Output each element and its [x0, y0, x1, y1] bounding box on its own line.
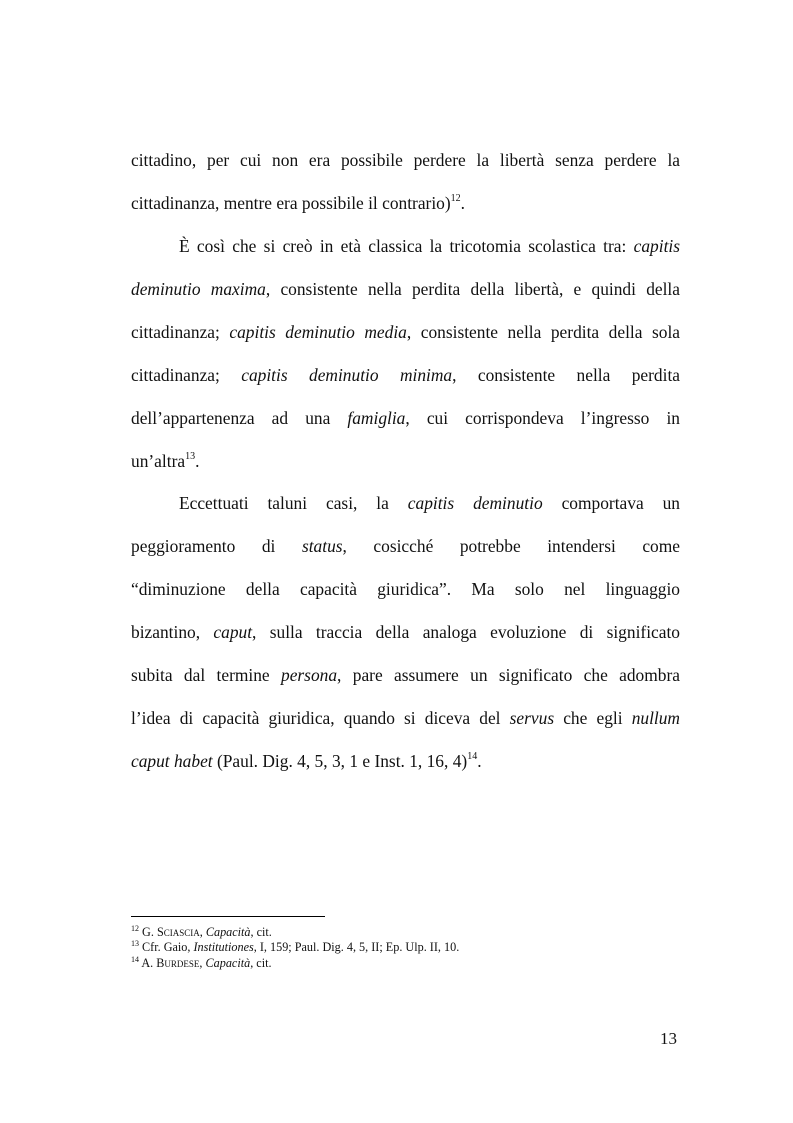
footnote-ref[interactable]: 12 — [450, 193, 461, 205]
body-line — [131, 148, 680, 172]
body-line — [131, 663, 680, 687]
italic-term: deminutio maxima — [131, 279, 266, 299]
text-run: cittadino, per cui non era possibile perdere la libertà senza perdere la — [131, 150, 680, 170]
body-line — [131, 191, 680, 215]
text-run: , consistente nella perdita della sola — [406, 322, 681, 342]
footnote-12 — [131, 925, 272, 940]
body-line — [131, 363, 680, 387]
author-name: Sciascia — [156, 925, 200, 939]
text-run: , consistente nella perdita — [452, 365, 681, 385]
text-run: subita dal termine — [131, 665, 281, 685]
body-line — [131, 277, 680, 301]
body-line — [179, 491, 680, 515]
text-run: , — [199, 956, 206, 970]
footnote-number: 14 — [131, 954, 139, 964]
italic-term: caput habet — [131, 751, 213, 771]
italic-term: persona — [281, 665, 338, 685]
text-run: comportava un — [542, 493, 680, 513]
footnote-number: 13 — [131, 938, 139, 948]
italic-term: capitis — [633, 236, 680, 256]
text-run: che egli — [554, 708, 632, 728]
footnote-number: 12 — [131, 923, 139, 933]
author-name: Burdese — [156, 956, 200, 970]
italic-term: capitis deminutio minima — [241, 365, 453, 385]
body-line — [131, 577, 680, 601]
italic-term: servus — [509, 708, 555, 728]
italic-term: Institutiones — [193, 940, 254, 954]
italic-term: capitis deminutio — [407, 493, 543, 513]
italic-term: status — [301, 536, 343, 556]
text-run: un’altra — [131, 451, 186, 471]
text-run: È così che si creò in età classica la tricotomia scolastica tra: — [179, 236, 634, 256]
italic-term: Capacità — [205, 925, 251, 939]
body-line — [131, 406, 680, 430]
italic-term: capitis deminutio media — [229, 322, 407, 342]
footnote-ref[interactable]: 14 — [467, 751, 478, 763]
text-run: , cosicché potrebbe intendersi come — [342, 536, 680, 556]
body-line — [131, 706, 680, 730]
text-run: . — [195, 451, 200, 471]
text-run: bizantino, — [131, 622, 214, 642]
text-run: , cit. — [250, 925, 272, 939]
text-run: (Paul. Dig. 4, 5, 3, 1 e Inst. 1, 16, 4) — [212, 751, 468, 771]
text-run: , cui corrispondeva l’ingresso in — [405, 408, 680, 428]
text-run: . — [460, 193, 466, 213]
text-run: , cit. — [250, 956, 272, 970]
text-run: A. — [141, 956, 157, 970]
text-run: peggioramento di — [131, 536, 302, 556]
footnote-14 — [131, 956, 272, 971]
text-run: , I, 159; Paul. Dig. 4, 5, II; Ep. Ulp. II, 10. — [253, 940, 460, 954]
text-run: cittadinanza; — [131, 365, 242, 385]
footnote-separator — [131, 916, 325, 917]
body-line — [131, 534, 680, 558]
body-line — [131, 320, 680, 344]
text-run: , pare assumere un significato che adombra — [337, 665, 680, 685]
text-run: cittadinanza, mentre era possibile il contrario) — [131, 193, 451, 213]
text-run: . — [477, 751, 482, 771]
italic-term: famiglia — [347, 408, 406, 428]
text-run: Cfr. Gaio, — [142, 940, 194, 954]
text-run: , — [199, 925, 206, 939]
italic-term: caput — [213, 622, 253, 642]
body-line — [179, 234, 680, 258]
footnote-ref[interactable]: 13 — [185, 451, 196, 463]
body-line — [131, 620, 680, 644]
text-run: cittadinanza; — [131, 322, 230, 342]
body-line — [131, 749, 680, 773]
body-line — [131, 449, 680, 473]
text-run: dell’appartenenza ad una — [131, 408, 348, 428]
italic-term: nullum — [631, 708, 680, 728]
text-run: l’idea di capacità giuridica, quando si diceva del — [131, 708, 510, 728]
text-run: , sulla traccia della analoga evoluzione di significato — [252, 622, 680, 642]
italic-term: Capacità — [205, 956, 251, 970]
text-run: Eccettuati taluni casi, la — [179, 493, 408, 513]
page-number: 13 — [660, 1029, 677, 1048]
text-run: , consistente nella perdita della libertà, e quindi della — [265, 279, 680, 299]
footnote-13 — [131, 940, 459, 955]
text-run: “diminuzione della capacità giuridica”. Ma solo nel linguaggio — [131, 579, 680, 599]
text-run: G. — [142, 925, 157, 939]
